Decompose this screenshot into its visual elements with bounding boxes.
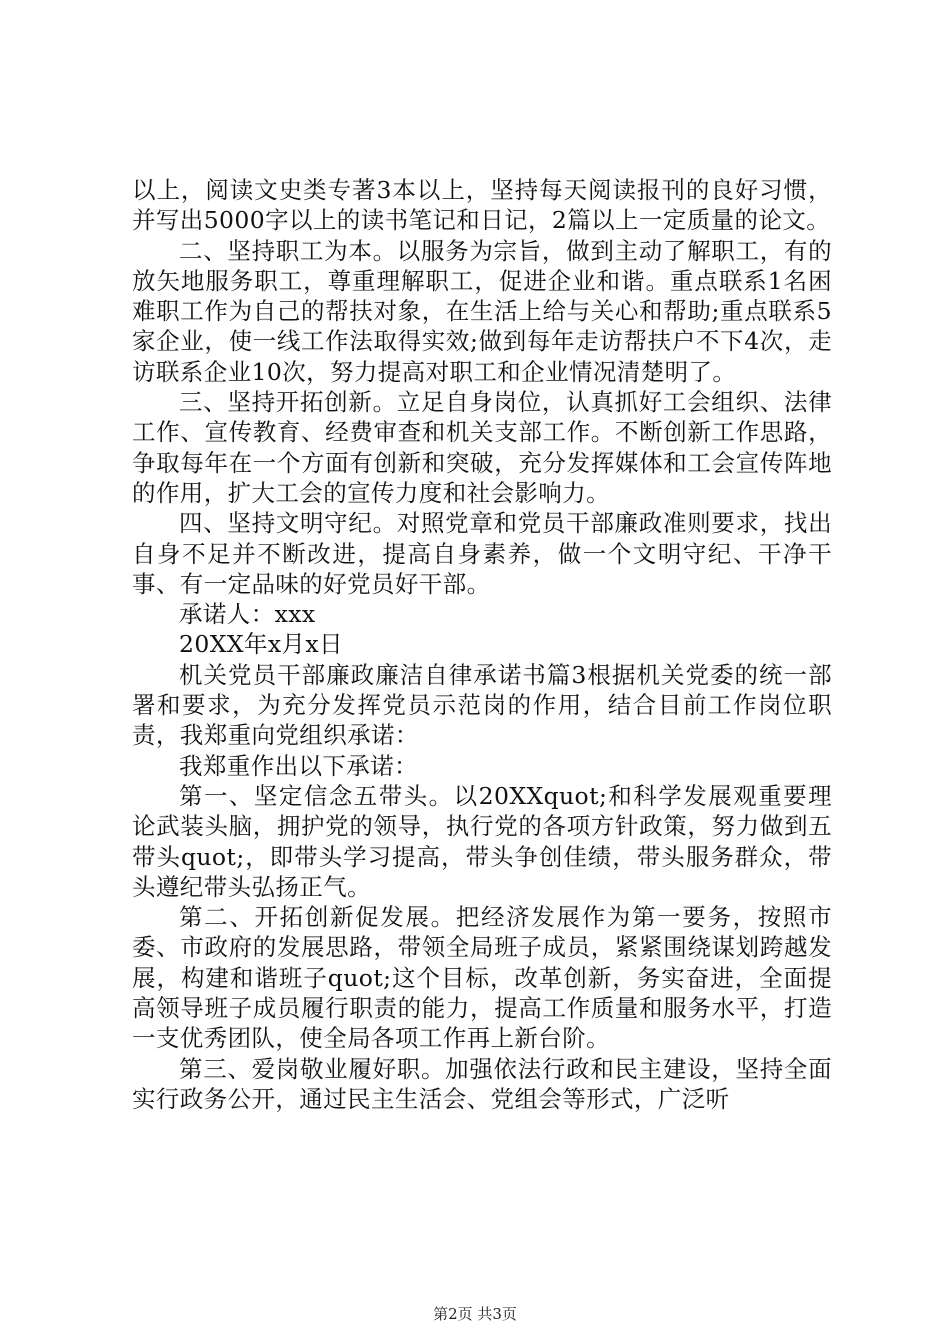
- paragraph: 第二、开拓创新促发展。把经济发展作为第一要务，按照市委、市政府的发展思路，带领全局班子成员，紧紧围绕谋划跨越发展，构建和谐班子quot;这个目标，改革创新，务实奋进，全面提高领导班子成员履行职责的能力，提高工作质量和服务水平，打造一支优秀团队，使全局各项工作再上新台阶。: [132, 903, 832, 1053]
- paragraph: 20XX年x月x日: [179, 630, 343, 659]
- paragraph: 以上，阅读文史类专著3本以上，坚持每天阅读报刊的良好习惯，并写出5000字以上的读书笔记和日记，2篇以上一定质量的论文。: [132, 176, 832, 235]
- paragraph: 机关党员干部廉政廉洁自律承诺书篇3根据机关党委的统一部署和要求，为充分发挥党员示范岗的作用，结合目前工作岗位职责，我郑重向党组织承诺：: [132, 660, 832, 750]
- paragraph: 第三、爱岗敬业履好职。加强依法行政和民主建设，坚持全面实行政务公开，通过民主生活会、党组会等形式，广泛听: [132, 1054, 832, 1113]
- paragraph: 四、坚持文明守纪。对照党章和党员干部廉政准则要求，找出自身不足并不断改进，提高自身素养，做一个文明守纪、干净干事、有一定品味的好党员好干部。: [132, 509, 832, 598]
- page-footer: 第2页 共3页: [433, 1305, 517, 1323]
- paragraph: 我郑重作出以下承诺：: [179, 751, 418, 780]
- paragraph: 二、坚持职工为本。以服务为宗旨，做到主动了解职工，有的放矢地服务职工，尊重理解职工，促进企业和谐。重点联系1名困难职工作为自己的帮扶对象，在生活上给与关心和帮助;重点联系5家企业，使一线工作法取得实效;做到每年走访帮扶户不下4次，走访联系企业10次，努力提高对职工和企业情况清楚明了。: [132, 236, 832, 386]
- document-body: [132, 175, 832, 1114]
- paragraph: 承诺人：xxx: [179, 600, 316, 629]
- paragraph: 第一、坚定信念五带头。以20XXquot;和科学发展观重要理论武装头脑，拥护党的领导，执行党的各项方针政策，努力做到五带头quot;，即带头学习提高，带头争创佳绩，带头服务群众，带头遵纪带头弘扬正气。: [132, 781, 832, 901]
- paragraph: 三、坚持开拓创新。立足自身岗位，认真抓好工会组织、法律工作、宣传教育、经费审查和机关支部工作。不断创新工作思路，争取每年在一个方面有创新和突破，充分发挥媒体和工会宣传阵地的作用，扩大工会的宣传力度和社会影响力。: [132, 388, 832, 507]
